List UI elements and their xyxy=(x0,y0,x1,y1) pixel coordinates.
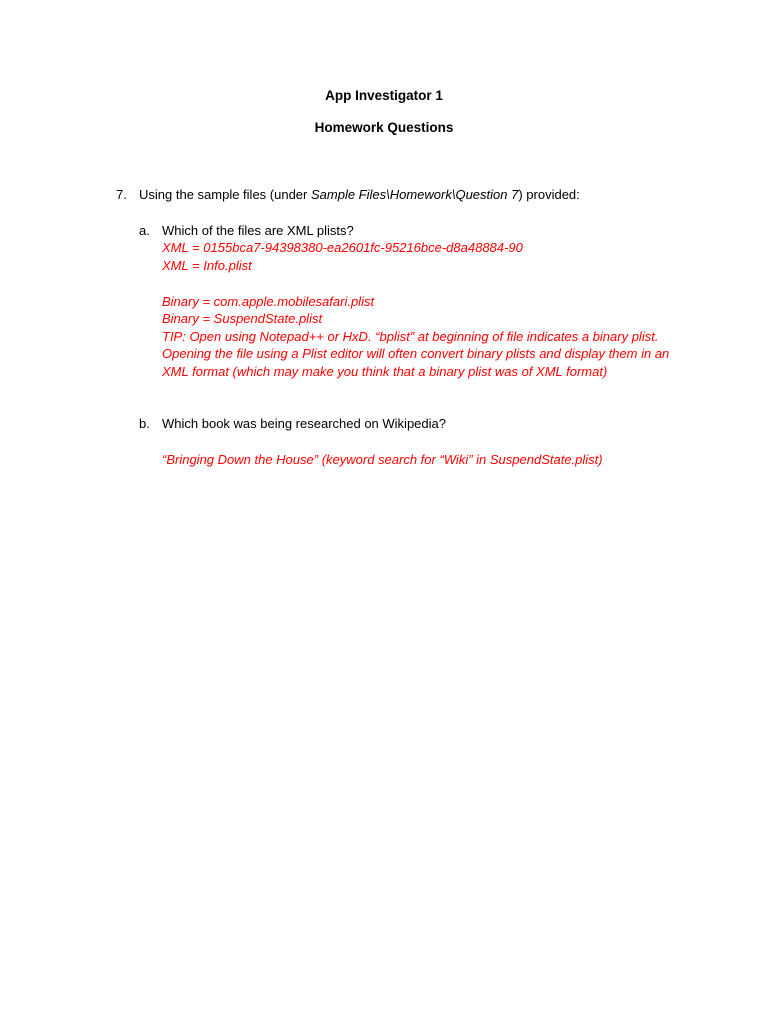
part-a-tip-line: XML format (which may make you think that a binary plist was of XML format) xyxy=(162,364,608,379)
part-a-answer-line: Binary = com.apple.mobilesafari.plist xyxy=(162,294,375,309)
question-text xyxy=(139,186,580,204)
part-a-answer-line: XML = Info.plist xyxy=(162,258,252,273)
part-b-prompt: Which book was being researched on Wikipedia? xyxy=(162,416,446,431)
question-text-after: ) provided: xyxy=(518,187,580,202)
question-path: Sample Files\Homework\Question 7 xyxy=(310,187,519,202)
part-b-answer: “Bringing Down the House” (keyword search for “Wiki” in SuspendState.plist) xyxy=(162,452,603,467)
part-a-tip-line: TIP: Open using Notepad++ or HxD. “bplist” at beginning of file indicates a binary plist. xyxy=(162,329,659,344)
question-text-before: Using the sample files (under xyxy=(139,187,311,202)
part-a-prompt: Which of the files are XML plists? xyxy=(162,223,354,238)
document-title: App Investigator 1 xyxy=(325,88,443,103)
part-a-answer-line: Binary = SuspendState.plist xyxy=(162,311,323,326)
part-a-tip-line: Opening the file using a Plist editor will often convert binary plists and display them in an xyxy=(162,346,670,361)
part-b-letter: b. xyxy=(139,416,150,431)
question-number: 7. xyxy=(116,187,127,202)
document-subtitle: Homework Questions xyxy=(314,120,454,135)
part-a-answer-line: XML = 0155bca7-94398380-ea2601fc-95216bce-d8a48884-90 xyxy=(162,240,523,255)
part-a-letter: a. xyxy=(139,223,150,238)
